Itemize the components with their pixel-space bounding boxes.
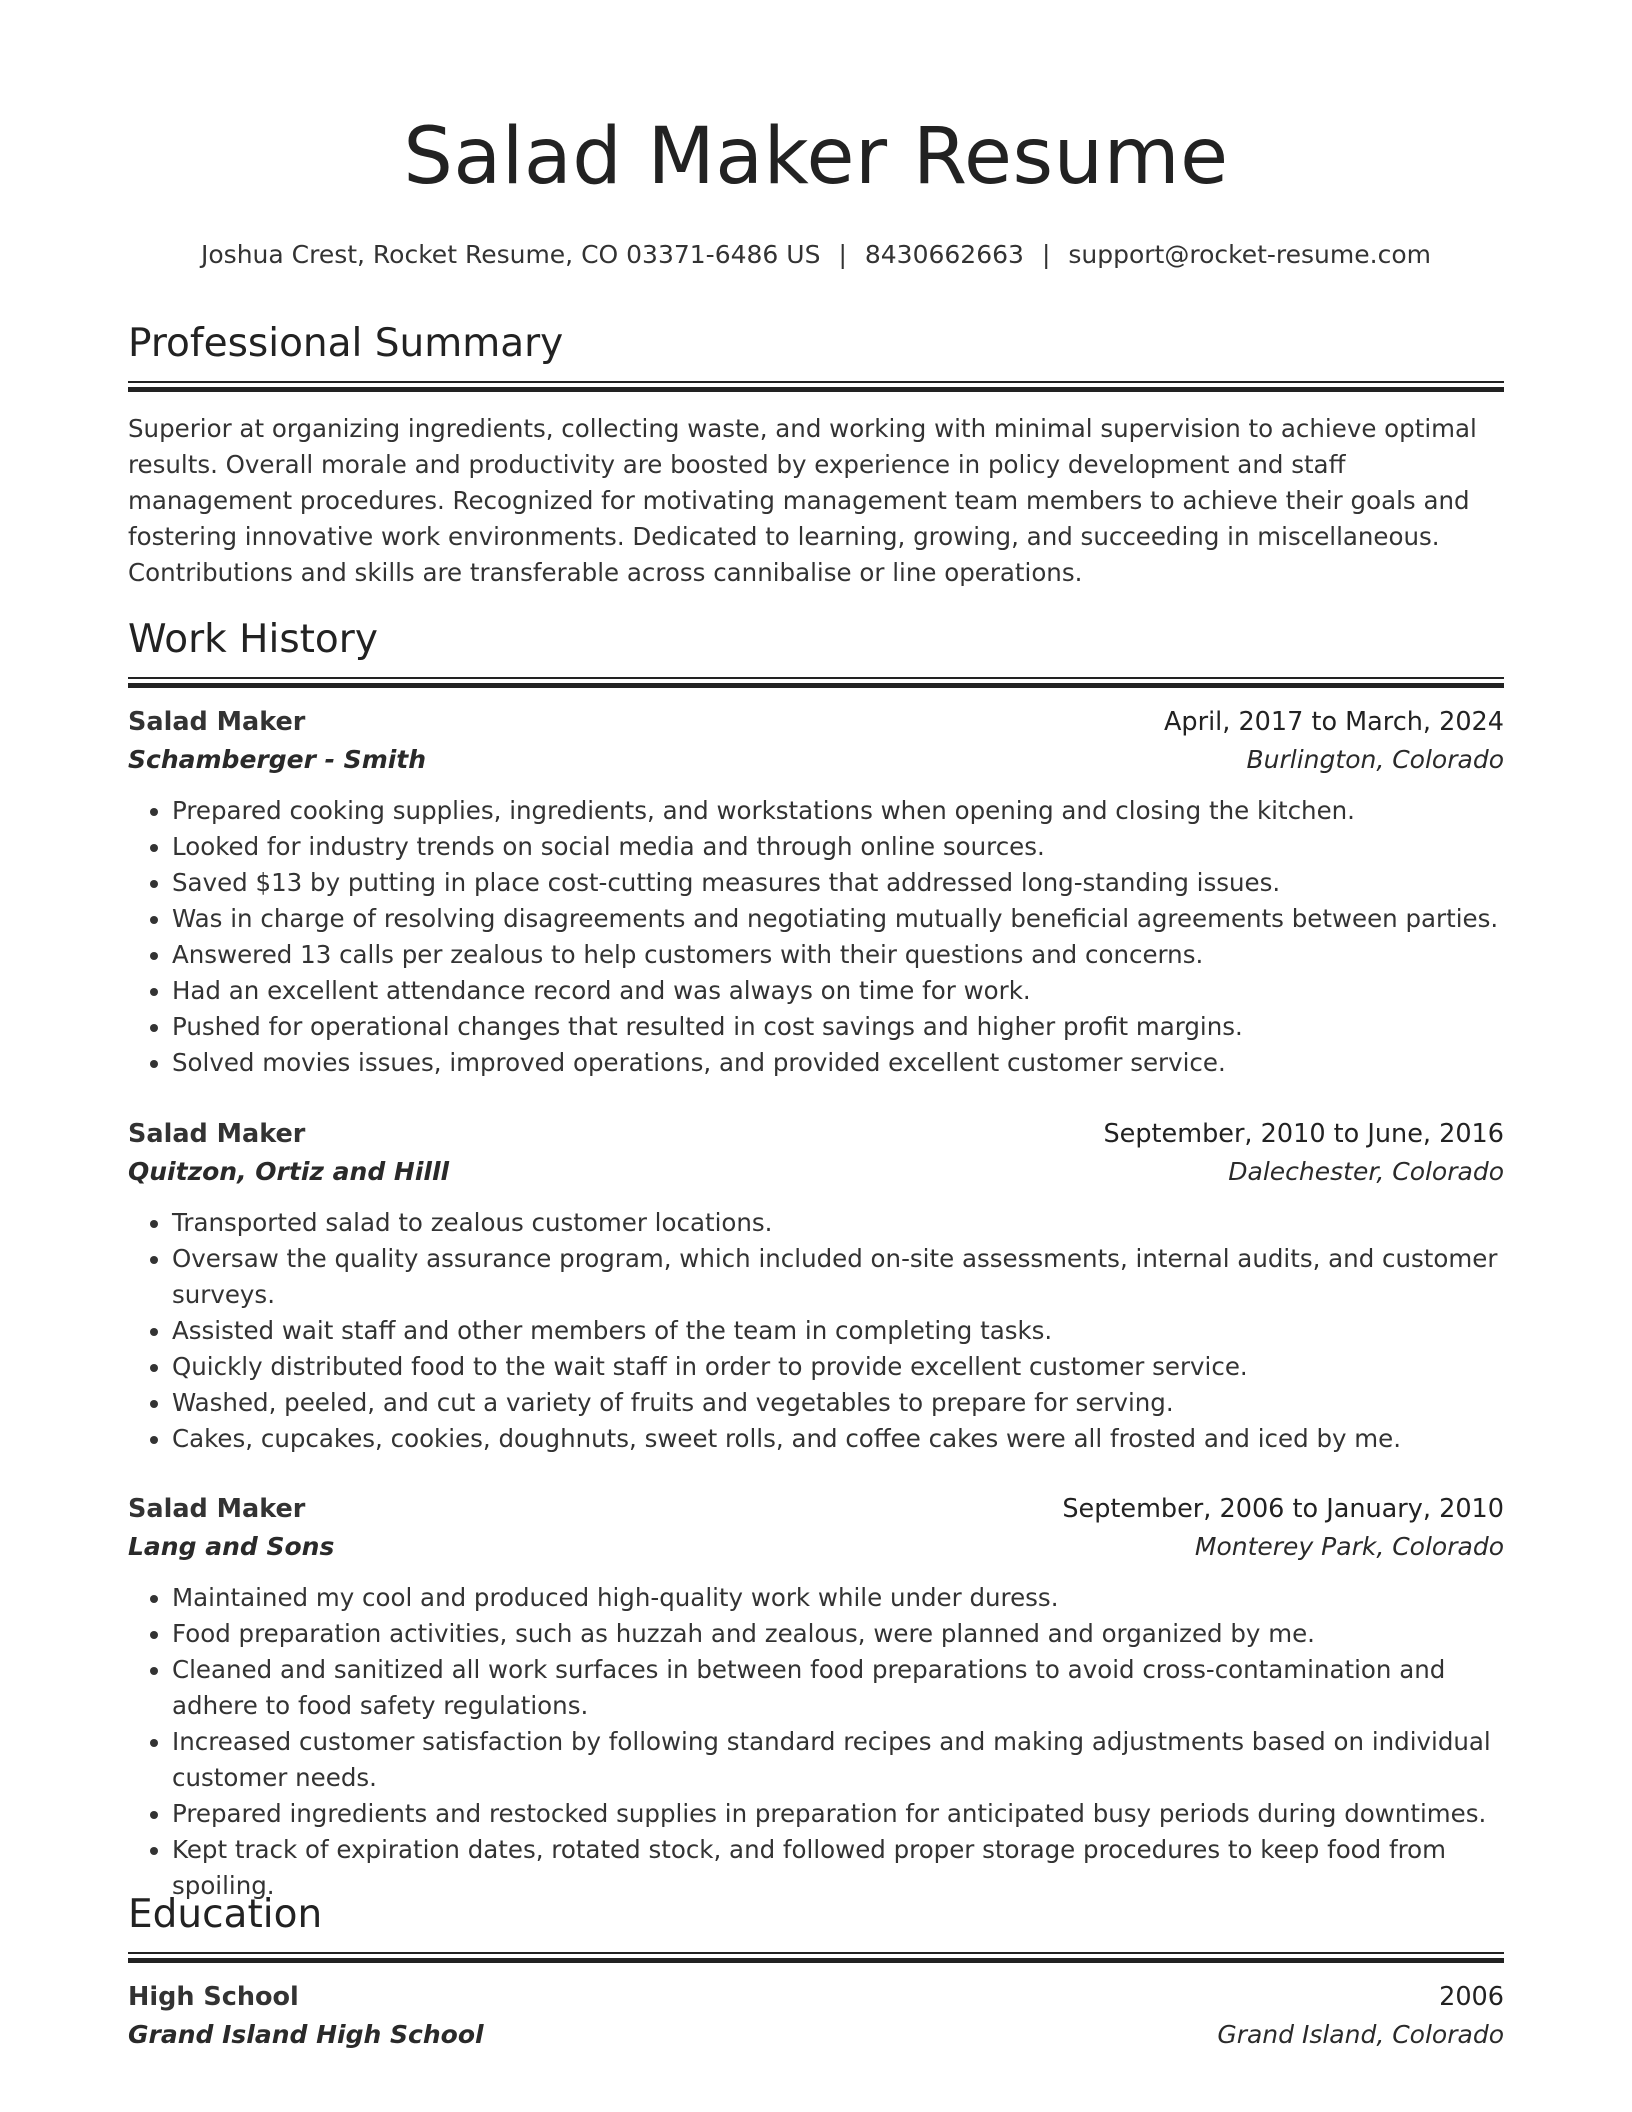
list-item: • Prepared ingredients and restocked supplies in preparation for anticipated busy periods during downtimes. (172, 1796, 1504, 1832)
contact-phone: 8430662663 (864, 240, 1024, 269)
job-role: Salad Maker (128, 707, 306, 737)
list-item: • Pushed for operational changes that resulted in cost savings and higher profit margins. (172, 1009, 1504, 1045)
resume-title: Salad Maker Resume (403, 112, 1229, 202)
list-item: • Assisted wait staff and other members of the team in completing tasks. (172, 1313, 1504, 1349)
section-divider (128, 677, 1504, 689)
list-item: • Food preparation activities, such as huzzah and zealous, were planned and organized by me. (172, 1616, 1504, 1652)
list-item: • Saved $13 by putting in place cost-cutting measures that addressed long-standing issues. (172, 865, 1504, 901)
summary-section (128, 321, 1504, 591)
list-item: • Prepared cooking supplies, ingredients, and workstations when opening and closing the kitchen. (172, 793, 1504, 829)
education-school: Grand Island High School (128, 2020, 484, 2049)
work-history-heading: Work History (128, 617, 378, 662)
list-item: • Maintained my cool and produced high-quality work while under duress. (172, 1580, 1504, 1616)
education-heading: Education (128, 1892, 323, 1937)
job-dates: September, 2006 to January, 2010 (1062, 1494, 1504, 1524)
list-item: • Transported salad to zealous customer locations. (172, 1205, 1504, 1241)
section-divider (128, 381, 1504, 393)
job-role: Salad Maker (128, 1494, 306, 1524)
job-role: Salad Maker (128, 1119, 306, 1149)
list-item: • Looked for industry trends on social media and through online sources. (172, 829, 1504, 865)
list-item: • Quickly distributed food to the wait staff in order to provide excellent customer service. (172, 1349, 1504, 1385)
job-entry (128, 1115, 1504, 1457)
job-location: Dalechester, Colorado (1228, 1157, 1504, 1186)
job-duties-list (128, 1580, 1504, 1904)
job-company: Lang and Sons (128, 1532, 335, 1561)
contact-separator: | (838, 240, 847, 269)
list-item: • Solved movies issues, improved operations, and provided excellent customer service. (172, 1045, 1504, 1081)
list-item: • Cleaned and sanitized all work surfaces in between food preparations to avoid cross-contamination and adhere to food safety regulations. (172, 1652, 1504, 1724)
job-duties-list (128, 1205, 1504, 1457)
job-dates: April, 2017 to March, 2024 (1163, 707, 1504, 737)
list-item: • Was in charge of resolving disagreements and negotiating mutually beneficial agreements between parties. (172, 901, 1504, 937)
section-divider (128, 1952, 1504, 1964)
list-item: • Cakes, cupcakes, cookies, doughnuts, sweet rolls, and coffee cakes were all frosted and iced by me. (172, 1421, 1504, 1457)
education-section (128, 1892, 1504, 2054)
job-dates: September, 2010 to June, 2016 (1103, 1119, 1504, 1149)
list-item: • Washed, peeled, and cut a variety of fruits and vegetables to prepare for serving. (172, 1385, 1504, 1421)
list-item: • Had an excellent attendance record and was always on time for work. (172, 973, 1504, 1009)
summary-heading: Professional Summary (128, 321, 564, 366)
summary-text: Superior at organizing ingredients, collecting waste, and working with minimal supervision to achieve optimal results. Overall morale and productivity are boosted by experience in policy development and staff management procedures. Recognized for motivating management team members to achieve their goals and fostering innovative work environments. Dedicated to learning, growing, and succeeding in miscellaneous. Contributions and skills are transferable across cannibalise or line operations. (128, 414, 1477, 587)
job-location: Burlington, Colorado (1246, 745, 1504, 774)
job-entry (128, 703, 1504, 1081)
job-company: Schamberger - Smith (128, 745, 427, 774)
contact-separator: | (1041, 240, 1051, 269)
education-degree: High School (128, 1982, 299, 2012)
education-year: 2006 (1439, 1982, 1504, 2012)
job-entry (128, 1490, 1504, 1904)
list-item: • Oversaw the quality assurance program, which included on-site assessments, internal audits, and customer surveys. (172, 1241, 1504, 1313)
list-item: • Kept track of expiration dates, rotated stock, and followed proper storage procedures to keep food from spoiling. (172, 1832, 1504, 1904)
list-item: • Increased customer satisfaction by following standard recipes and making adjustments based on individual customer needs. (172, 1724, 1504, 1796)
job-location: Monterey Park, Colorado (1194, 1532, 1504, 1561)
contact-address: Joshua Crest, Rocket Resume, CO 03371-6486 US (201, 240, 821, 269)
work-history-section (128, 617, 1504, 689)
job-company: Quitzon, Ortiz and Hilll (128, 1157, 450, 1186)
job-duties-list (128, 793, 1504, 1081)
contact-line (128, 240, 1504, 269)
list-item: • Answered 13 calls per zealous to help customers with their questions and concerns. (172, 937, 1504, 973)
education-location: Grand Island, Colorado (1217, 2020, 1504, 2049)
contact-email: support@rocket-resume.com (1068, 240, 1431, 269)
